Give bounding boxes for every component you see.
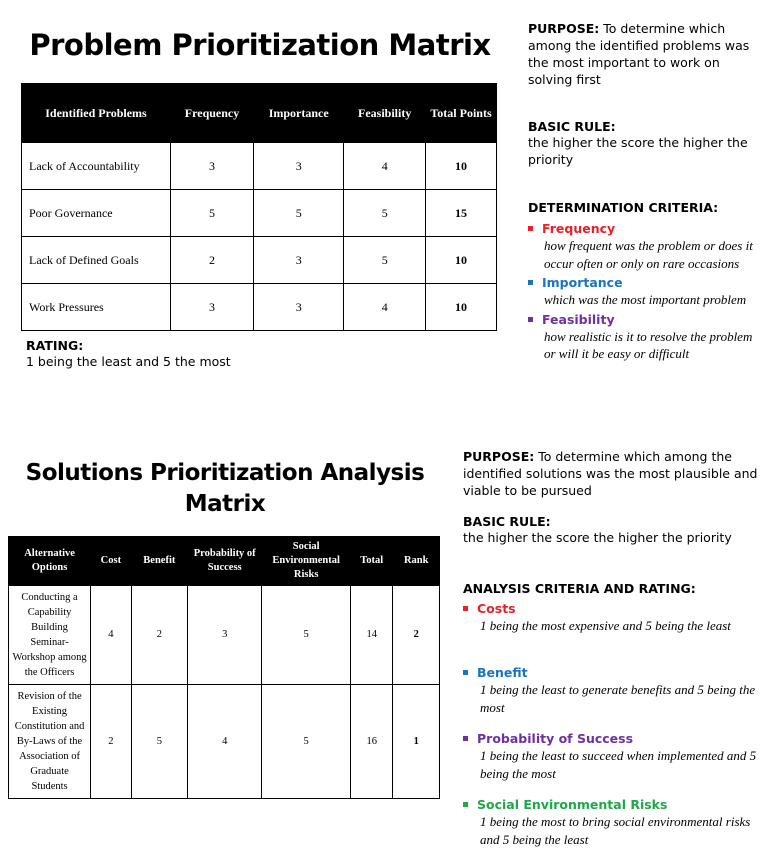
column-header: Rank xyxy=(393,537,440,586)
criteria-description: 1 being the least to succeed when implemented and 5 being the most xyxy=(480,748,757,781)
criteria-description: 1 being the most to bring social environmental risks and 5 being the least xyxy=(480,814,751,847)
frequency-cell: 3 xyxy=(171,143,254,190)
purpose-heading: PURPOSE: xyxy=(463,449,535,464)
problem-name: Lack of Accountability xyxy=(22,143,171,190)
square-bullet-icon xyxy=(463,736,468,741)
criteria-item-social-risks xyxy=(463,794,761,848)
feasibility-cell: 4 xyxy=(344,143,426,190)
criteria-item-benefit xyxy=(463,662,761,728)
option-name: Revision of the Existing Constitution and By-Laws of the Association of Graduate Students xyxy=(9,684,91,798)
problem-name: Poor Governance xyxy=(22,190,171,237)
purpose-heading: PURPOSE: xyxy=(528,21,600,36)
total-cell: 10 xyxy=(426,237,497,284)
benefit-cell: 2 xyxy=(131,586,187,685)
square-bullet-icon xyxy=(528,280,533,285)
column-header: Probability of Success xyxy=(188,537,262,586)
criteria-name: Benefit xyxy=(477,665,528,680)
purpose-text: To determine which among the identified problems was the most important to work on solving first xyxy=(528,21,750,87)
probability-cell: 4 xyxy=(188,684,262,798)
basic-rule-heading: BASIC RULE: xyxy=(528,119,616,134)
square-bullet-icon xyxy=(528,317,533,322)
importance-cell: 3 xyxy=(254,143,344,190)
rating-text: 1 being the least and 5 the most xyxy=(26,354,231,369)
criteria-name: Importance xyxy=(542,275,623,290)
determination-criteria xyxy=(528,200,764,363)
rank-cell: 1 xyxy=(393,684,440,798)
criteria-name: Probability of Success xyxy=(477,731,634,746)
solutions-prioritization-table xyxy=(8,536,440,799)
table-row xyxy=(22,190,497,237)
rating-note xyxy=(26,338,326,370)
column-header: Cost xyxy=(91,537,132,586)
feasibility-cell: 5 xyxy=(344,190,426,237)
square-bullet-icon xyxy=(463,606,468,611)
table-row xyxy=(9,684,440,798)
square-bullet-icon xyxy=(463,670,468,675)
column-header: Alternative Options xyxy=(9,537,91,586)
basic-rule-heading: BASIC RULE: xyxy=(463,514,551,529)
risks-cell: 5 xyxy=(262,684,351,798)
importance-cell: 3 xyxy=(254,284,344,331)
total-cell: 14 xyxy=(350,586,393,685)
problem-basic-rule xyxy=(528,119,756,168)
table-header-row xyxy=(22,84,497,143)
column-header: Frequency xyxy=(171,84,254,143)
criteria-description: 1 being the least to generate benefits and 5 being the most xyxy=(480,682,756,715)
option-name: Conducting a Capability Building Seminar-Workshop among the Officers xyxy=(9,586,91,685)
problem-purpose xyxy=(528,20,756,88)
criteria-name: Frequency xyxy=(542,221,616,236)
column-header: Feasibility xyxy=(344,84,426,143)
criteria-description: how frequent was the problem or does it occur often or only on rare occasions xyxy=(544,238,753,271)
problem-matrix-title: Problem Prioritization Matrix xyxy=(29,28,491,62)
criteria-name: Feasibility xyxy=(542,311,615,327)
criteria-item-frequency xyxy=(528,218,764,272)
total-cell: 16 xyxy=(350,684,393,798)
problem-prioritization-table xyxy=(21,83,497,331)
rating-heading: RATING: xyxy=(26,338,84,353)
solutions-matrix-title: Solutions Prioritization Analysis Matrix xyxy=(25,460,425,517)
importance-cell: 3 xyxy=(254,237,344,284)
column-header: Social Environmental Risks xyxy=(262,537,351,586)
total-cell: 15 xyxy=(426,190,497,237)
cost-cell: 2 xyxy=(91,684,132,798)
column-header: Total xyxy=(350,537,393,586)
feasibility-cell: 5 xyxy=(344,237,426,284)
square-bullet-icon xyxy=(463,802,468,807)
criteria-description: 1 being the most expensive and 5 being the least xyxy=(480,618,731,633)
table-row xyxy=(22,143,497,190)
basic-rule-text: the higher the score the higher the priority xyxy=(528,135,748,167)
table-row xyxy=(22,284,497,331)
frequency-cell: 5 xyxy=(171,190,254,237)
criteria-heading: ANALYSIS CRITERIA AND RATING: xyxy=(463,581,696,596)
column-header: Benefit xyxy=(131,537,187,586)
table-row xyxy=(22,237,497,284)
benefit-cell: 5 xyxy=(131,684,187,798)
frequency-cell: 2 xyxy=(171,237,254,284)
criteria-description: which was the most important problem xyxy=(544,292,747,307)
total-cell: 10 xyxy=(426,284,497,331)
solutions-purpose xyxy=(463,448,759,499)
rank-cell: 2 xyxy=(393,586,440,685)
column-header: Total Points xyxy=(426,84,497,143)
criteria-name: Social Environmental Risks xyxy=(477,797,668,812)
cost-cell: 4 xyxy=(91,586,132,685)
feasibility-cell: 4 xyxy=(344,284,426,331)
table-row xyxy=(9,586,440,685)
probability-cell: 3 xyxy=(188,586,262,685)
frequency-cell: 3 xyxy=(171,284,254,331)
criteria-description: how realistic is it to resolve the problem or will it be easy or difficult xyxy=(544,328,753,361)
criteria-name: Costs xyxy=(477,601,516,616)
square-bullet-icon xyxy=(528,226,533,231)
purpose-text: To determine which among the identified solutions was the most plausible and viable to be pursued xyxy=(463,449,758,498)
criteria-item-probability xyxy=(463,728,761,794)
column-header: Importance xyxy=(254,84,344,143)
basic-rule-text: the higher the score the higher the priority xyxy=(463,530,732,545)
table-header-row xyxy=(9,537,440,586)
problem-name: Work Pressures xyxy=(22,284,171,331)
risks-cell: 5 xyxy=(262,586,351,685)
criteria-item-importance xyxy=(528,272,764,309)
analysis-criteria xyxy=(463,581,761,848)
solutions-basic-rule xyxy=(463,514,759,546)
column-header: Identified Problems xyxy=(22,84,171,143)
total-cell: 10 xyxy=(426,143,497,190)
criteria-item-costs xyxy=(463,598,761,662)
problem-name: Lack of Defined Goals xyxy=(22,237,171,284)
importance-cell: 5 xyxy=(254,190,344,237)
criteria-heading: DETERMINATION CRITERIA: xyxy=(528,200,719,215)
criteria-item-feasibility xyxy=(528,309,764,363)
